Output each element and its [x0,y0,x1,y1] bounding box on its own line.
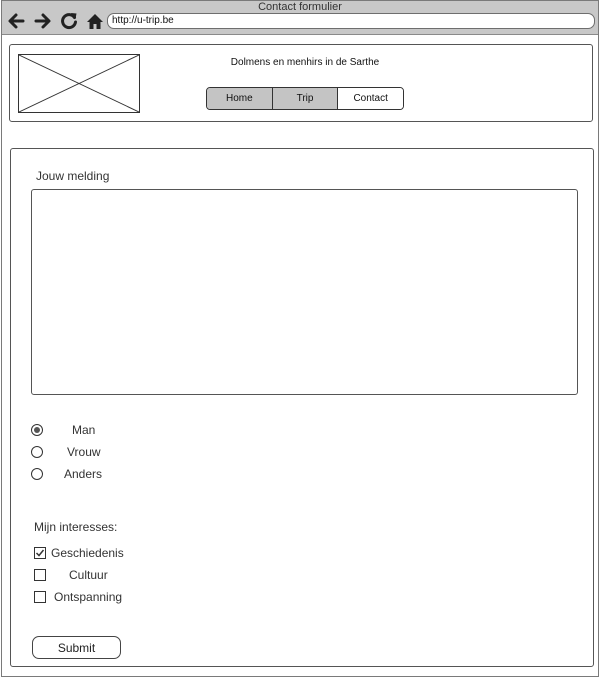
checkbox[interactable] [34,547,46,559]
radio-button[interactable] [31,446,43,458]
menu-item-trip[interactable]: Trip [272,88,338,109]
home-icon[interactable] [85,11,105,31]
reload-icon[interactable] [59,11,79,31]
menu-item-contact[interactable]: Contact [337,88,403,109]
checkbox-label: Geschiedenis [51,546,124,560]
contact-form [10,148,594,667]
checkbox[interactable] [34,569,46,581]
checkbox-label: Ontspanning [54,590,123,604]
message-textarea[interactable] [31,189,578,395]
message-label: Jouw melding [36,169,110,183]
interests-label: Mijn interesses: [34,520,118,534]
radio-label: Man [72,423,96,437]
radio-button[interactable] [31,468,43,480]
logo-image-placeholder [18,54,140,113]
site-header [9,44,593,122]
browser-window [1,0,599,677]
back-arrow-icon[interactable] [6,11,26,31]
address-bar[interactable]: http://u-trip.be [107,13,595,29]
main-menu [206,87,404,110]
checkbox-label: Cultuur [69,568,108,582]
radio-label: Anders [64,467,103,481]
forward-arrow-icon[interactable] [33,11,53,31]
checkmark-icon [35,548,45,558]
menu-item-home[interactable]: Home [207,88,272,109]
site-title: Dolmens en menhirs in de Sarthe [230,57,380,68]
radio-button[interactable] [31,424,43,436]
submit-button[interactable]: Submit [32,636,121,659]
title-bar [2,1,598,35]
checkbox[interactable] [34,591,46,603]
window-title: Contact formulier [258,1,342,13]
radio-label: Vrouw [67,445,101,459]
